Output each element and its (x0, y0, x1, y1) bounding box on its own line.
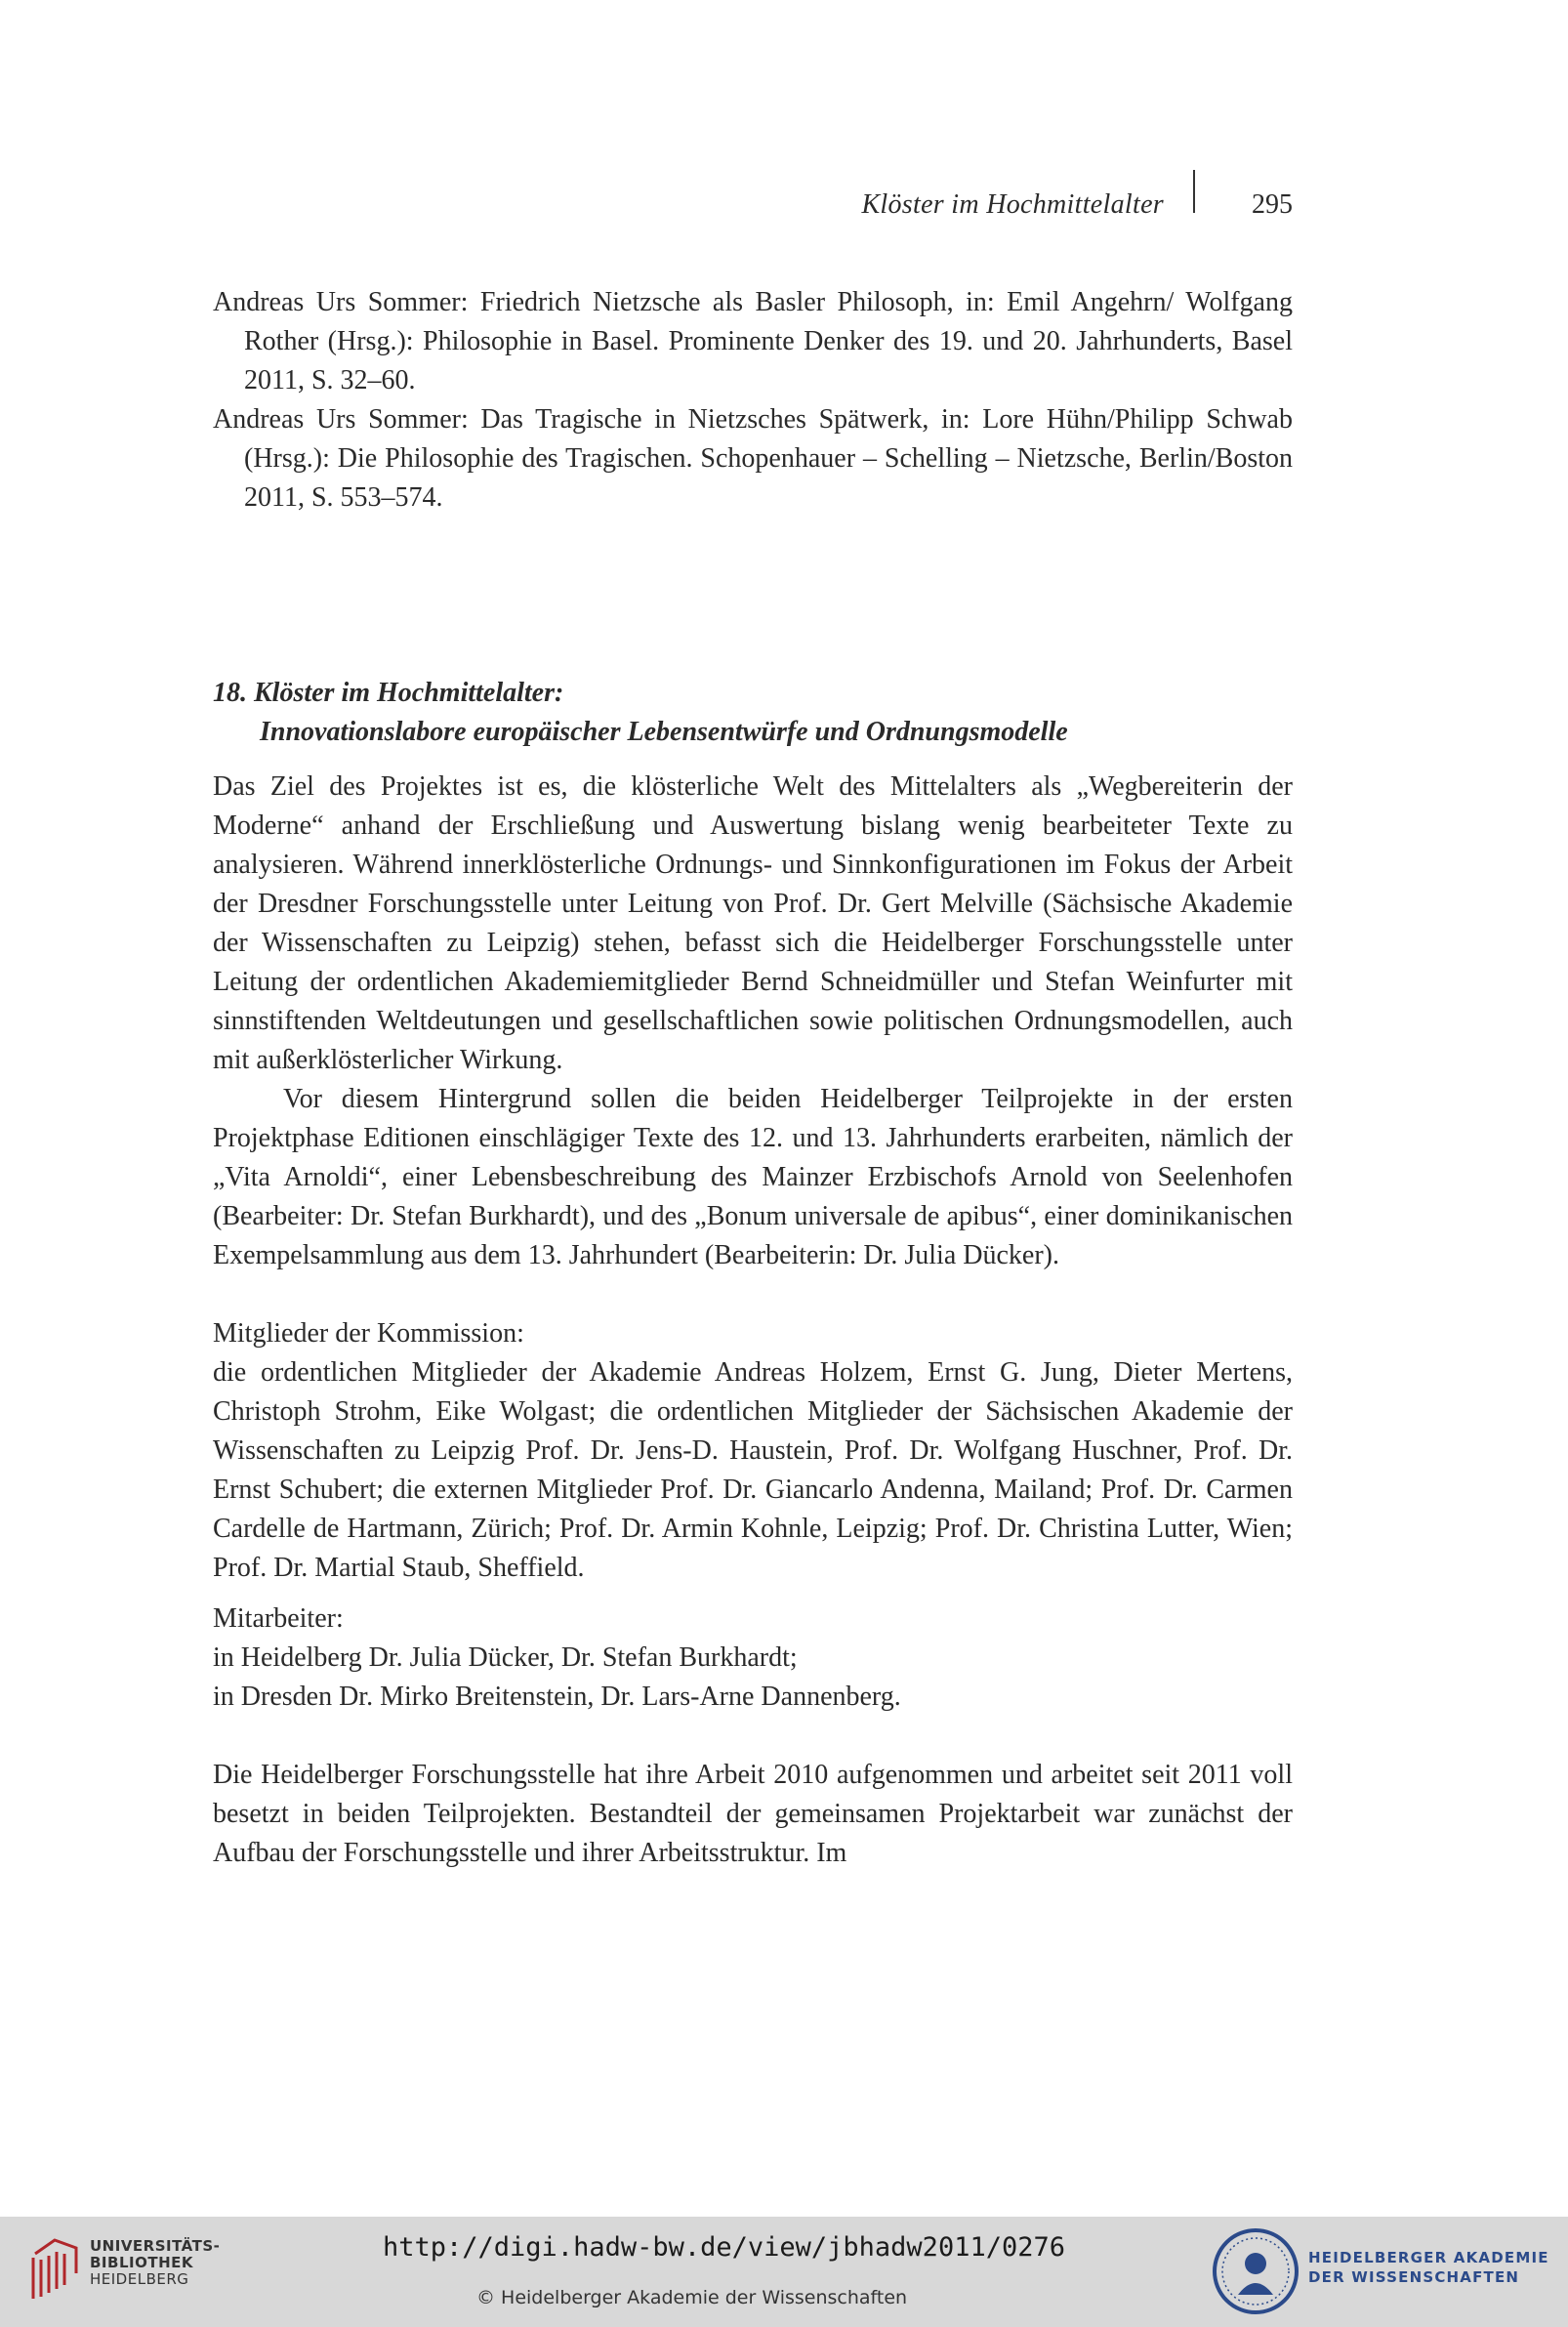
staff-label: Mitarbeiter: (213, 1603, 344, 1634)
permalink-url[interactable]: http://digi.hadw-bw.de/view/jbhadw2011/0276 (383, 2232, 1065, 2263)
reference-entry: Andreas Urs Sommer: Das Tragische in Nietzsches Spätwerk, in: Lore Hühn/Philipp Schwab (Hrsg.): Die Philosophie des Tragischen. Schopenhauer – Schelling – Nietzsche, Berlin/Boston 2011, S. 553–574. (213, 404, 1293, 513)
library-name-line: UNIVERSITÄTS- (90, 2237, 221, 2255)
library-name-line: BIBLIOTHEK (90, 2254, 193, 2271)
section-heading-title: 18. Klöster im Hochmittelalter: (213, 678, 564, 708)
reference-list (213, 283, 1293, 518)
academy-name-line: HEIDELBERGER AKADEMIE (1308, 2249, 1549, 2266)
ub-heidelberg-logo-icon (27, 2234, 84, 2303)
footer-bar (0, 2217, 1568, 2327)
spacer (213, 1717, 1293, 1756)
library-name (90, 2238, 220, 2288)
spacer (213, 1275, 1293, 1314)
spacer (213, 1588, 1293, 1600)
staff-heidelberg: in Heidelberg Dr. Julia Dücker, Dr. Stefan Burkhardt; (213, 1642, 798, 1673)
copyright-notice: © Heidelberger Akademie der Wissenschaften (476, 2287, 908, 2308)
body-paragraph: Vor diesem Hintergrund sollen die beiden Heidelberger Teilprojekte in der ersten Projektphase Editionen einschlägiger Texte des 12. und 13. Jahrhunderts erarbeiten, nämlich der „Vita Arnoldi“, einer Lebensbeschreibung des Mainzer Erzbischofs Arnold von Seelenhofen (Bearbeiter: Dr. Stefan Burkhardt), und des „Bonum universale de apibus“, einer dominikanischen Exempelsammlung aus dem 13. Jahrhundert (Bearbeiterin: Dr. Julia Dücker). (213, 1084, 1293, 1270)
reference-entry: Andreas Urs Sommer: Friedrich Nietzsche als Basler Philosoph, in: Emil Angehrn/ Wolfgang Rother (Hrsg.): Philosophie in Basel. Prominente Denker des 19. und 20. Jahrhunderts, Basel 2011, S. 32–60. (213, 287, 1293, 395)
section-heading (213, 674, 1293, 752)
members-text: die ordentlichen Mitglieder der Akademie Andreas Holzem, Ernst G. Jung, Dieter Mertens, Christoph Strohm, Eike Wolgast; die ordentlichen Mitglieder der Sächsischen Akademie der Wissenschaften zu Leipzig Prof. Dr. Jens-D. Haustein, Prof. Dr. Wolfgang Huschner, Prof. Dr. Ernst Schubert; die externen Mitglieder Prof. Dr. Giancarlo Andenna, Mailand; Prof. Dr. Carmen Cardelle de Hartmann, Zürich; Prof. Dr. Armin Kohnle, Leipzig; Prof. Dr. Christina Lutter, Wien; Prof. Dr. Martial Staub, Sheffield. (213, 1357, 1293, 1583)
running-head (213, 186, 1293, 225)
page-number: 295 (1252, 189, 1293, 220)
staff-dresden: in Dresden Dr. Mirko Breitenstein, Dr. Lars-Arne Dannenberg. (213, 1682, 901, 1712)
members-label: Mitglieder der Kommission: (213, 1318, 524, 1349)
library-name-line: HEIDELBERG (90, 2270, 189, 2288)
section-heading-subtitle: Innovationslabore europäischer Lebensentwürfe und Ordnungsmodelle (260, 717, 1068, 747)
section-body (213, 768, 1293, 1873)
body-paragraph: Das Ziel des Projektes ist es, die klösterliche Welt des Mittelalters als „Wegbereiterin der Moderne“ anhand der Erschließung und Auswertung bislang wenig bearbeiteter Texte zu analysieren. Während innerklösterliche Ordnungs- und Sinnkonfigurationen im Fokus der Arbeit der Dresdner Forschungsstelle unter Leitung von Prof. Dr. Gert Melville (Sächsische Akademie der Wissenschaften zu Leipzig) stehen, befasst sich die Heidelberger Forschungsstelle unter Leitung der ordentlichen Akademiemitglieder Bernd Schneidmüller und Stefan Weinfurter mit sinnstiftenden Weltdeutungen und gesellschaftlichen sowie politischen Ordnungsmodellen, auch mit außerklösterlicher Wirkung. (213, 771, 1293, 1075)
body-paragraph: Die Heidelberger Forschungsstelle hat ihre Arbeit 2010 aufgenommen und arbeitet seit 2011 voll besetzt in beiden Teilprojekten. Bestandteil der gemeinsamen Projektarbeit war zunächst der Aufbau der Forschungsstelle und ihrer Arbeitsstruktur. Im (213, 1760, 1293, 1868)
running-head-title: Klöster im Hochmittelalter (861, 189, 1164, 220)
hadw-seal-icon (1211, 2226, 1300, 2316)
academy-name-line: DER WISSENSCHAFTEN (1308, 2268, 1520, 2286)
running-head-divider (1193, 170, 1195, 213)
academy-name (1308, 2248, 1549, 2287)
